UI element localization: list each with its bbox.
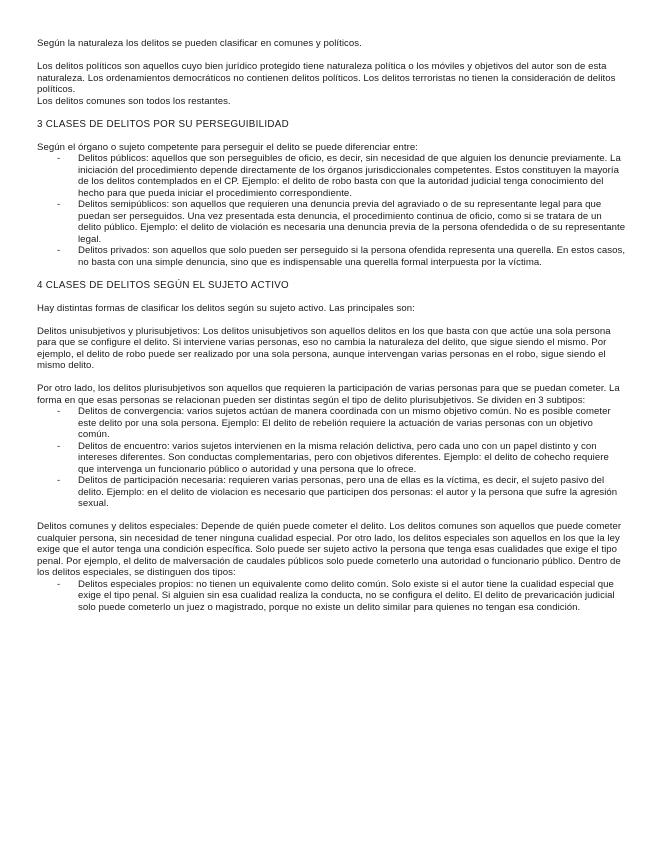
list-item-text: Delitos de convergencia: varios sujetos actúan de manera coordinada con un mismo objetivo común. No es posible cometer este delito por una sola persona. Ejemplo: El delito de rebelión requiere la actuación de varias personas con un objetivo común. [78, 406, 611, 440]
dash-bullet: - [57, 578, 61, 590]
list-plurisubjetivos [37, 406, 627, 510]
list-item [37, 199, 627, 245]
heading-perseguibilidad: 3 CLASES DE DELITOS POR SU PERSEGUIBILIDAD [37, 118, 289, 130]
paragraph-sujeto-intro: Hay distintas formas de clasificar los delitos según su sujeto activo. Las principales son: [37, 302, 415, 314]
spacer [37, 107, 627, 119]
list-item [37, 245, 627, 268]
list-item [37, 153, 627, 199]
list-item-text: Delitos de encuentro: varios sujetos intervienen en la misma relación delictiva, pero cada uno con un papel distinto y con intereses diferentes. Son conductas complementarias, pero con objetivos diferentes. Ejemplo: el delito de cohecho requiere que intervenga un funcionario público o autoridad y una persona que lo ofrece. [78, 440, 609, 475]
list-item-text: Delitos de participación necesaria: requieren varias personas, pero una de ellas es la víctima, es decir, el sujeto pasivo del delito. Ejemplo: en el delito de violacion es necesario que participen dos personas: el autor y la persona que sufre la agresión sexual. [78, 475, 618, 509]
paragraph-perseguibilidad-intro: Según el órgano o sujeto competente para perseguir el delito se puede diferenciar entre: [37, 141, 418, 153]
paragraph-especiales [37, 521, 627, 579]
paragraph-comunes: Los delitos comunes son todos los restantes. [37, 95, 231, 107]
heading-sujeto-activo: 4 CLASES DE DELITOS SEGÚN EL SUJETO ACTIVO [37, 279, 289, 291]
spacer [37, 372, 627, 384]
spacer [37, 510, 627, 522]
dash-bullet: - [57, 199, 61, 210]
list-item-text: Delitos especiales propios: no tienen un equivalente como delito común. Solo existe si el autor tiene la cualidad especial que exige el tipo penal. Si alguien sin esa cualidad realiza la conducta, no se configura el delito. El delito de prevaricación judicial solo puede cometerlo un juez o magistrado, porque no existe un delito similar para quienes no tengan esa condición. [78, 578, 615, 613]
spacer [37, 50, 627, 62]
dash-bullet: - [57, 440, 61, 452]
spacer [37, 314, 627, 326]
dash-bullet: - [57, 153, 61, 164]
list-perseguibilidad [37, 153, 627, 268]
list-especiales [37, 579, 627, 614]
spacer [37, 130, 627, 142]
list-item [37, 475, 627, 510]
dash-bullet: - [57, 406, 61, 417]
list-item-text: Delitos privados: son aquellos que solo pueden ser perseguido si la persona ofendida representa una querella. En estos casos, no basta con una simple denuncia, sino que es indispensable una querella formal interpuesta por la víctima. [78, 245, 626, 268]
list-item [37, 441, 627, 476]
list-item [37, 579, 627, 614]
list-item [37, 406, 627, 441]
paragraph-politicos: Los delitos políticos son aquellos cuyo bien jurídico protegido tiene naturaleza política o los móviles y objetivos del autor son de esta naturaleza. Los ordenamientos democráticos no contienen delitos políticos. Los delitos terroristas no tienen la consideración de delitos políticos. [37, 61, 616, 95]
paragraph-body: Los delitos unisubjetivos son aquellos delitos en los que basta con que actúe una sola persona para que se configure el delito. Si interviene varias personas, eso no cambia la naturaleza del delito, que sigue siendo el mismo. Por ejemplo, el delito de robo puede ser realizado por una sola persona, aunque intervengan varias personas en el robo, sigue siendo el mismo delito. [37, 325, 611, 371]
dash-bullet: - [57, 475, 61, 486]
paragraph-lead: Delitos comunes y delitos especiales: [37, 521, 199, 532]
paragraph-body: Depende de quién puede cometer el delito. Los delitos comunes son aquellos que puede cometer cualquier persona, sin necesidad de tener ninguna cualidad especial. Por otro lado, los delitos especiales son aquellos en los que la ley exige que el autor tenga una condición específica. Solo puede ser sujeto activo la persona que tenga esas cualidades que exige el tipo penal. Por ejemplo, el delito de malversación de caudales públicos solo puede cometerlo una autoridad o funcionario público. Dentro de los delitos especiales, se distinguen dos tipos: [37, 521, 622, 578]
list-item-text: Delitos semipúblicos: son aquellos que requieren una denuncia previa del agraviado o de su representante legal para que puedan ser perseguidos. Una vez presentada esta denuncia, el procedimiento continua de oficio, como si se tratara de un delito público. Ejemplo: el delito de violación es necesaria una denuncia previa de la persona ofendedida o de su representante legal. [78, 199, 626, 245]
spacer [37, 268, 627, 280]
paragraph-lead: Delitos unisubjetivos y plurisubjetivos: [37, 325, 201, 337]
spacer [37, 291, 627, 303]
list-item-text: Delitos públicos: aquellos que son perseguibles de oficio, es decir, sin necesidad de que alguien los denuncie previamente. La iniciación del procedimiento depende directamente de los órganos jurisdiccionales competentes. Estos constituyen la mayoría de los delitos contemplados en el CP. Ejemplo: el delito de robo basta con que la autoridad judicial tenga conocimiento del hecho para que pueda iniciar el procedimiento correspondiente. [78, 153, 621, 199]
dash-bullet: - [57, 245, 61, 256]
paragraph-unisubjetivos [37, 326, 627, 372]
paragraph-naturaleza: Según la naturaleza los delitos se pueden clasificar en comunes y políticos. [37, 38, 362, 49]
paragraph-plurisubjetivos: Por otro lado, los delitos plurisubjetivos son aquellos que requieren la participación de varias personas para que se puedan cometer. La forma en que esas personas se relacionan pueden ser distintas según el tipo de delito plurisubjetivos. Se dividen en 3 subtipos: [37, 383, 620, 406]
